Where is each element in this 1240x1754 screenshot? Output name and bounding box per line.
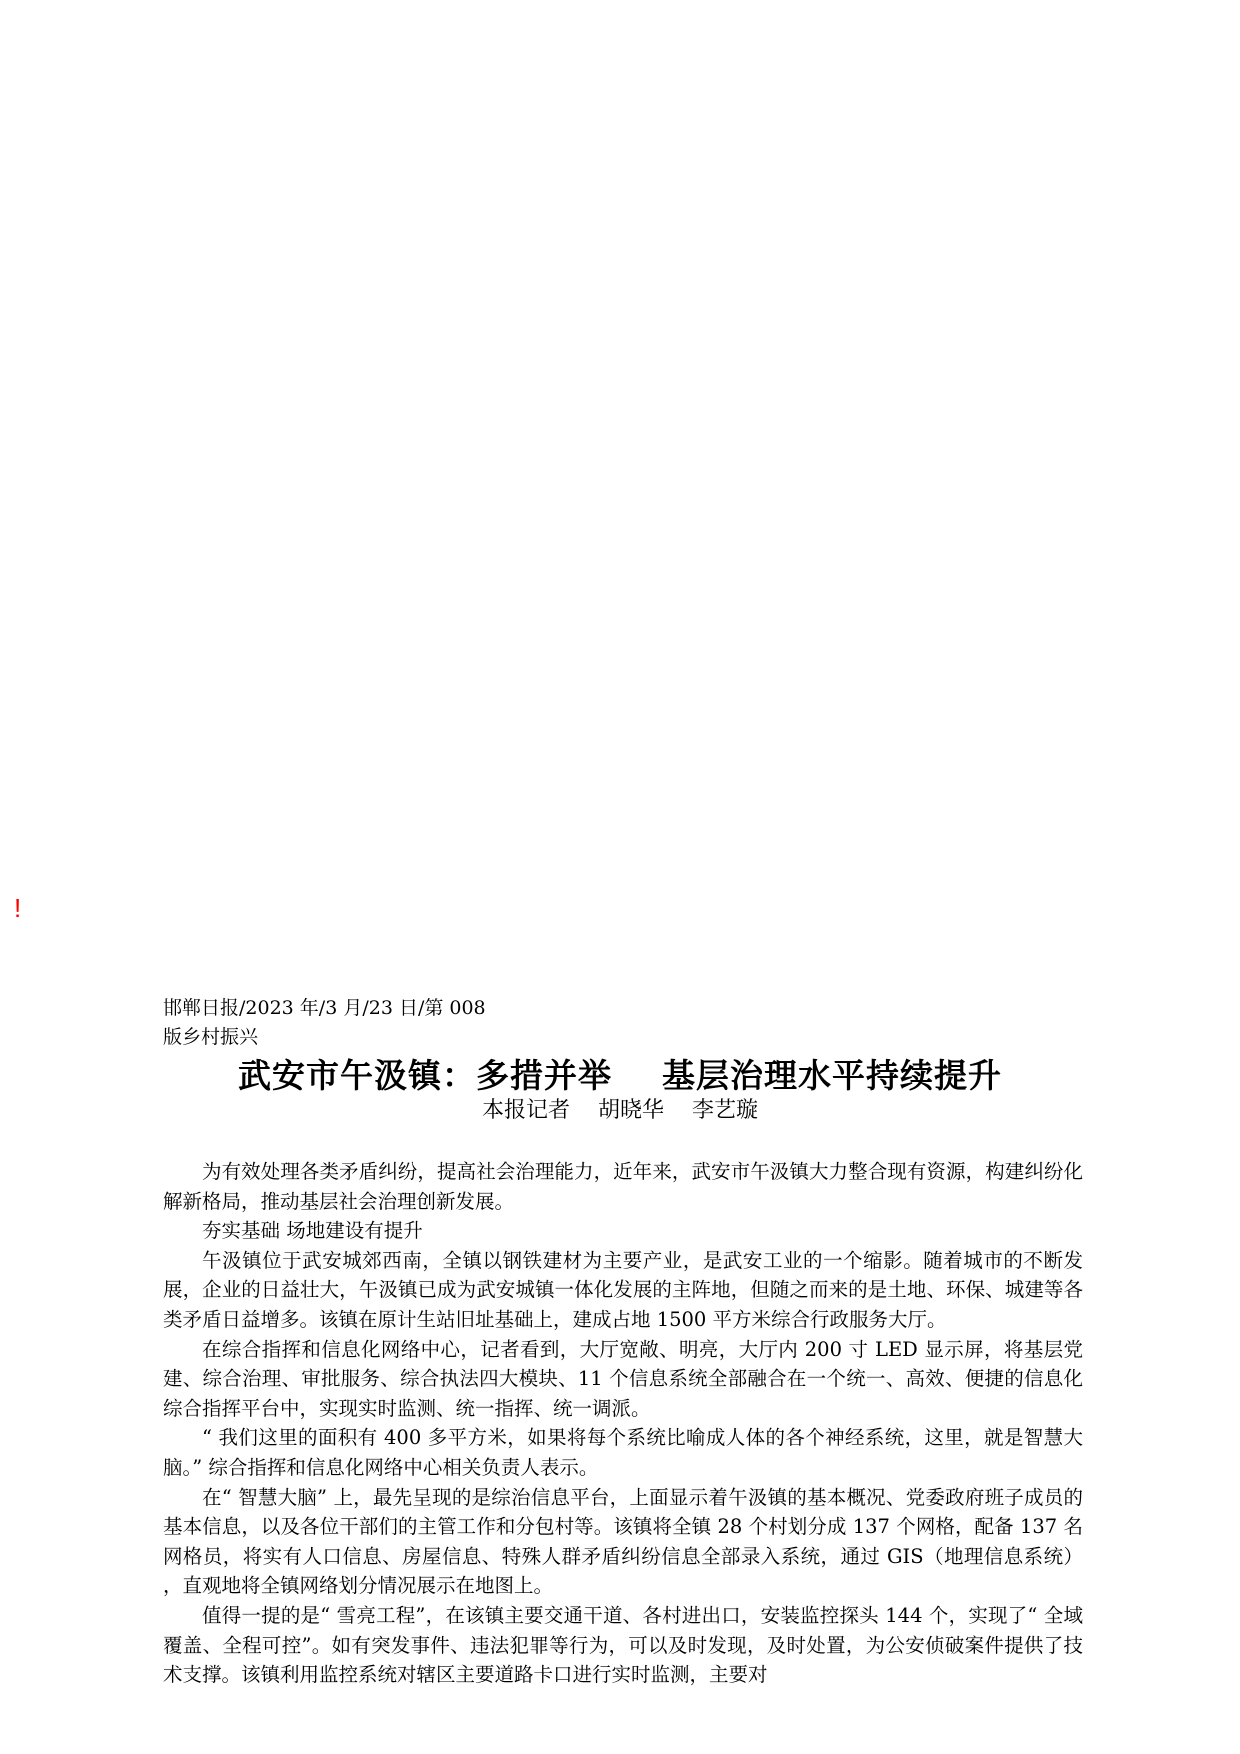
red-exclamation-mark: ! [14, 893, 22, 923]
article-byline: 本报记者 胡晓华 李艺璇 [482, 1098, 758, 1123]
section-heading: 夯实基础 场地建设有提升 [202, 1219, 423, 1243]
paragraph-sharp-eyes-project: 值得一提的是“ 雪亮工程”，在该镇主要交通干道、各村进出口，安装监控探头 144 个，实现了“ 全域覆盖、全程可控”。如有突发事件、违法犯罪等行为，可以及时发现，及时处置，为公安侦破案件提供了技术支撑。该镇利用监控系统对辖区主要道路卡口进行实时监测，主要对 [163, 1603, 1083, 1687]
publication-info-line-1: 邯郸日报/2023 年/3 月/23 日/第 008 [163, 997, 486, 1019]
publication-info [163, 994, 523, 1052]
paragraph-quote: “ 我们这里的面积有 400 多平方米，如果将每个系统比喻成人体的各个神经系统，这里，就是智慧大脑。” 综合指挥和信息化网络中心相关负责人表示。 [163, 1426, 1083, 1479]
paragraph-smart-brain: 在“ 智慧大脑” 上，最先呈现的是综治信息平台，上面显示着午汲镇的基本概况、党委政府班子成员的基本信息，以及各位干部们的主管工作和分包村等。该镇将全镇 28 个村划分成 137 个网格，配备 137 名网格员，将实有人口信息、房屋信息、特殊人群矛盾纠纷信息全部录入系统，通过 GIS（地理信息系统） ，直观地将全镇网络划分情况展示在地图上。 [163, 1485, 1083, 1598]
paragraph-intro: 为有效处理各类矛盾纠纷，提高社会治理能力，近年来，武安市午汲镇大力整合现有资源，构建纠纷化解新格局，推动基层社会治理创新发展。 [163, 1160, 1083, 1213]
paragraph-town-overview: 午汲镇位于武安城郊西南，全镇以钢铁建材为主要产业，是武安工业的一个缩影。随着城市的不断发展，企业的日益壮大，午汲镇已成为武安城镇一体化发展的主阵地，但随之而来的是土地、环保、城建等各类矛盾日益增多。该镇在原计生站旧址基础上，建成占地 1500 平方米综合行政服务大厅。 [163, 1248, 1083, 1331]
article-body [163, 1157, 1083, 1690]
article-title: 武安市午汲镇：多措并举 基层治理水平持续提升 [238, 1056, 1002, 1095]
paragraph-command-center: 在综合指挥和信息化网络中心，记者看到，大厅宽敞、明亮，大厅内 200 寸 LED 显示屏，将基层党建、综合治理、审批服务、综合执法四大模块、11 个信息系统全部融合在一个统一、高效、便捷的信息化综合指挥平台中，实现实时监测、统一指挥、统一调派。 [163, 1337, 1083, 1420]
publication-info-line-2: 版乡村振兴 [163, 1026, 259, 1048]
